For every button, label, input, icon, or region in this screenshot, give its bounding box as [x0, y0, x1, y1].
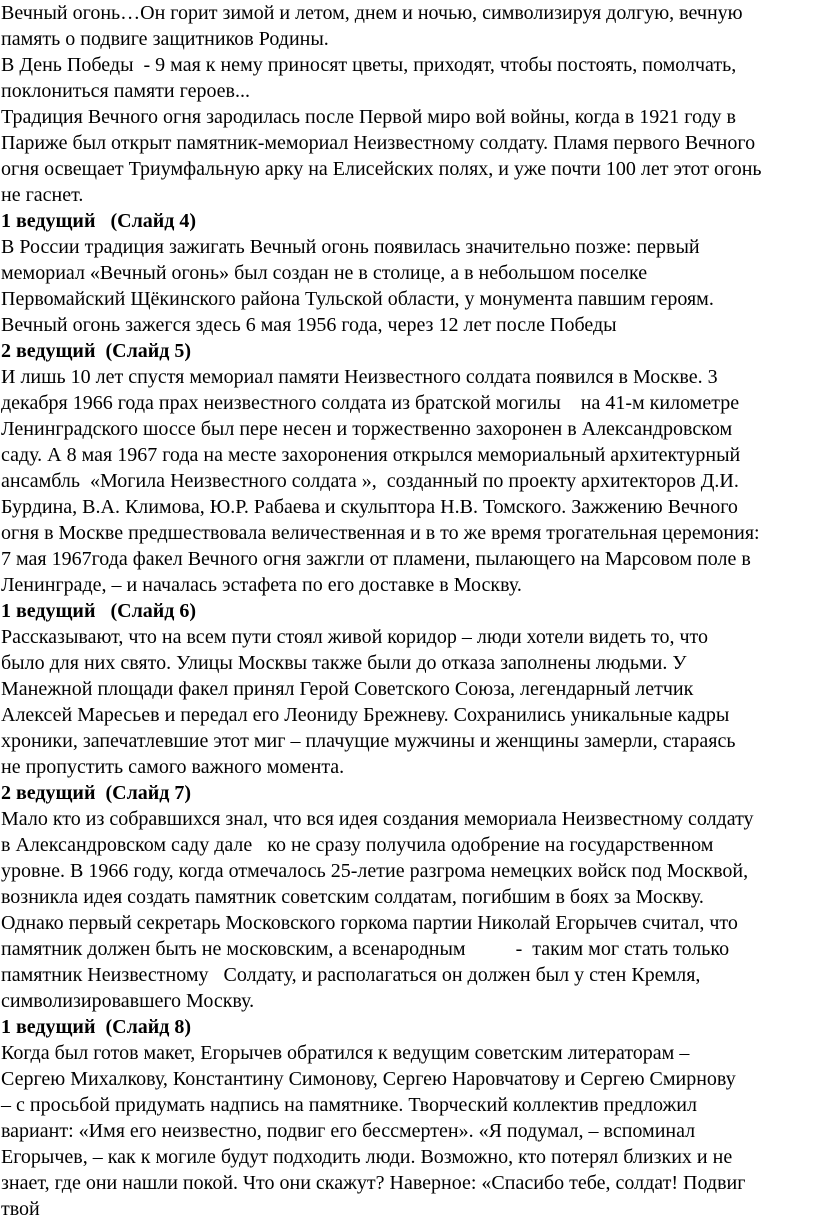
- text-line: возникла идея создать памятник советским солдатам, погибшим в боях за Москву.: [1, 886, 704, 908]
- text-line: Вечный огонь зажегся здесь 6 мая 1956 года, через 12 лет после Победы: [1, 314, 617, 336]
- text-line: Ленинградского шоссе был пере несен и торжественно захоронен в Александровском: [1, 418, 733, 440]
- text-line: Традиция Вечного огня зародилась после Первой миро вой войны, когда в 1921 году в: [1, 106, 736, 128]
- text-line: символизировавшего Москву.: [1, 990, 255, 1012]
- text-line: поклониться памяти героев...: [1, 80, 251, 102]
- text-line: декабря 1966 года прах неизвестного солдата из братской могилы на 41-м километре: [1, 392, 740, 414]
- text-line: В России традиция зажигать Вечный огонь появилась значительно позже: первый: [1, 236, 700, 258]
- text-line: Сергею Михалкову, Константину Симонову, Сергею Наровчатову и Сергею Смирнову: [1, 1068, 736, 1090]
- text-line: мемориал «Вечный огонь» был создан не в столице, а в небольшом поселке: [1, 262, 648, 284]
- text-line: Алексей Маресьев и передал его Леониду Брежневу. Сохранились уникальные кадры: [1, 704, 730, 726]
- text-line: огня освещает Триумфальную арку на Елисейских полях, и уже почти 100 лет этот огонь: [1, 158, 762, 180]
- speaker-heading: 2 ведущий (Слайд 5): [1, 340, 192, 362]
- text-line: 7 мая 1967года факел Вечного огня зажгли от пламени, пылающего на Марсовом поле в: [1, 548, 751, 570]
- text-line: Рассказывают, что на всем пути стоял живой коридор – люди хотели видеть то, что: [1, 626, 708, 648]
- text-line: В День Победы - 9 мая к нему приносят цветы, приходят, чтобы постоять, помолчать,: [1, 54, 737, 76]
- text-line: саду. А 8 мая 1967 года на месте захоронения открылся мемориальный архитектурный: [1, 444, 741, 466]
- text-line: не гаснет.: [1, 184, 84, 206]
- speaker-heading: 1 ведущий (Слайд 4): [1, 210, 197, 232]
- text-line: И лишь 10 лет спустя мемориал памяти Неизвестного солдата появился в Москве. 3: [1, 366, 718, 388]
- text-line: Егорычев, – как к могиле будут подходить люди. Возможно, кто потерял близких и не: [1, 1146, 733, 1168]
- text-line: знает, где они нашли покой. Что они скажут? Наверное: «Спасибо тебе, солдат! Подвиг: [1, 1172, 746, 1194]
- text-line: памятник должен быть не московским, а всенародным - таким мог стать только: [1, 938, 730, 960]
- text-line: Бурдина, В.А. Климова, Ю.Р. Рабаева и скульптора Н.В. Томского. Зажжению Вечного: [1, 496, 738, 518]
- text-line: ансамбль «Могила Неизвестного солдата », созданный по проекту архитекторов Д.И.: [1, 470, 739, 492]
- text-line: Париже был открыт памятник-мемориал Неизвестному солдату. Пламя первого Вечного: [1, 132, 756, 154]
- text-line: в Александровском саду дале ко не сразу получила одобрение на государственном: [1, 834, 714, 856]
- text-line: не пропустить самого важного момента.: [1, 756, 345, 778]
- text-line: вариант: «Имя его неизвестно, подвиг его бессмертен». «Я подумал, – вспоминал: [1, 1120, 696, 1142]
- text-line: Мало кто из собравшихся знал, что вся идея создания мемориала Неизвестному солдату: [1, 808, 754, 830]
- text-line: памятник Неизвестному Солдату, и располагаться он должен был у стен Кремля,: [1, 964, 701, 986]
- text-line: – с просьбой придумать надпись на памятнике. Творческий коллектив предложил: [1, 1094, 697, 1116]
- speaker-heading: 1 ведущий (Слайд 8): [1, 1016, 192, 1038]
- text-line: Когда был готов макет, Егорычев обратился к ведущим советским литераторам –: [1, 1042, 690, 1064]
- speaker-heading: 2 ведущий (Слайд 7): [1, 782, 192, 804]
- text-line: память о подвиге защитников Родины.: [1, 28, 329, 50]
- text-line: было для них свято. Улицы Москвы также были до отказа заполнены людьми. У: [1, 652, 687, 674]
- text-line: хроники, запечатлевшие этот миг – плачущие мужчины и женщины замерли, стараясь: [1, 730, 736, 752]
- text-line: уровне. В 1966 году, когда отмечалось 25-летие разгрома немецких войск под Москвой,: [1, 860, 749, 882]
- speaker-heading: 1 ведущий (Слайд 6): [1, 600, 197, 622]
- text-line: Однако первый секретарь Московского горкома партии Николай Егорычев считал, что: [1, 912, 738, 934]
- text-line: Вечный огонь…Он горит зимой и летом, днем и ночью, символизируя долгую, вечную: [1, 2, 743, 24]
- text-line: твой: [1, 1198, 40, 1220]
- text-line: Ленинграде, – и началась эстафета по его доставке в Москву.: [1, 574, 522, 596]
- text-line: огня в Москве предшествовала величественная и в то же время трогательная церемония:: [1, 522, 760, 544]
- text-line: Первомайский Щёкинского района Тульской области, у монумента павшим героям.: [1, 288, 714, 310]
- text-line: Манежной площади факел принял Герой Советского Союза, легендарный летчик: [1, 678, 694, 700]
